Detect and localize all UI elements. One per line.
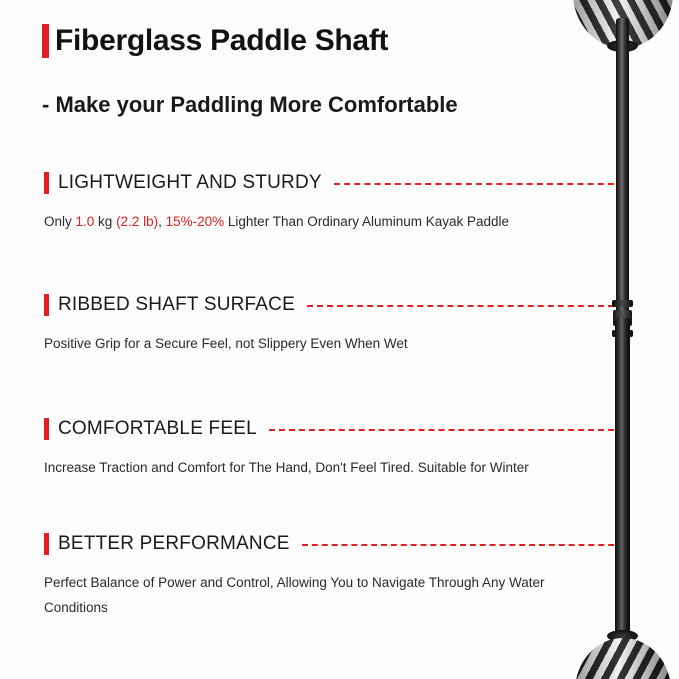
feature-block: [44, 533, 624, 621]
body-segment: Positive Grip for a Secure Feel, not Slippery Even When Wet: [44, 336, 408, 351]
feature-heading: [44, 294, 624, 316]
feature-heading-text: BETTER PERFORMANCE: [58, 533, 290, 554]
title-text: Fiberglass Paddle Shaft: [55, 24, 389, 57]
body-segment: Lighter Than Ordinary Aluminum Kayak Paddle: [224, 214, 510, 229]
feature-heading-text: RIBBED SHAFT SURFACE: [58, 294, 295, 315]
feature-block: [44, 294, 624, 357]
paddle-blade-bottom-shading: [575, 638, 671, 679]
body-segment-highlight: 1.0: [75, 214, 95, 229]
feature-block: [44, 172, 624, 235]
body-segment: Perfect Balance of Power and Control, Allowing You to Navigate Through Any Water Conditions: [44, 575, 545, 615]
body-segment: ,: [158, 214, 166, 229]
heading-accent-bar: [44, 418, 49, 440]
feature-body: [44, 571, 589, 621]
heading-accent-bar: [44, 533, 49, 555]
body-segment: Increase Traction and Comfort for The Hand, Don't Feel Tired. Suitable for Winter: [44, 460, 529, 475]
body-segment: kg: [94, 214, 117, 229]
feature-block: [44, 418, 624, 481]
feature-body: [44, 332, 604, 357]
heading-accent-bar: [44, 172, 49, 194]
feature-body: [44, 210, 604, 235]
paddle-collar-upper: [612, 300, 633, 307]
feature-heading: [44, 172, 624, 194]
feature-body: [44, 456, 604, 481]
body-segment-highlight: 15%-20%: [165, 214, 225, 229]
feature-heading-text: LIGHTWEIGHT AND STURDY: [58, 172, 322, 193]
feature-heading: [44, 533, 624, 555]
page-title: [42, 24, 388, 58]
title-accent-bar: [42, 24, 49, 58]
feature-heading-text: COMFORTABLE FEEL: [58, 418, 257, 439]
page-subtitle: - Make your Paddling More Comfortable: [42, 92, 458, 117]
paddle-shaft-lower: [615, 318, 630, 638]
heading-accent-bar: [44, 294, 49, 316]
paddle-illustration: [559, 0, 679, 679]
body-segment-highlight: (2.2 lb): [116, 214, 159, 229]
feature-heading: [44, 418, 624, 440]
body-segment: Only: [44, 214, 76, 229]
